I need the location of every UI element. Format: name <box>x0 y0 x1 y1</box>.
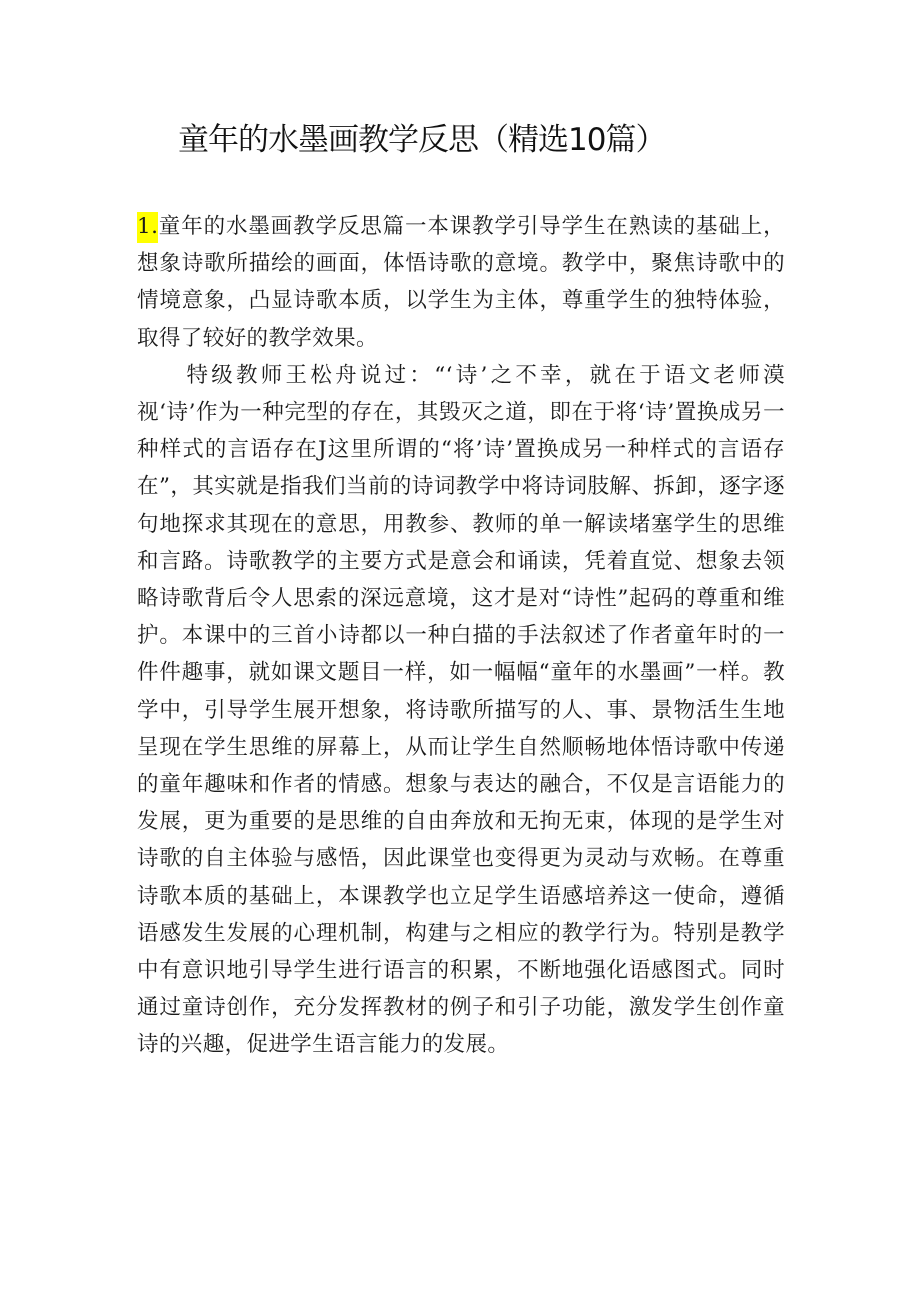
document-title: 童年的水墨画教学反思（精选10篇） <box>178 122 666 158</box>
paragraph-1-text: 童年的水墨画教学反思篇一本课教学引导学生在熟读的基础上，想象诗歌所描绘的画面，体悟诗歌的意境。教学中，聚焦诗歌中的情境意象，凸显诗歌本质，以学生为主体，尊重学生的独特体验，取得了较好的教学效果。 <box>137 214 785 351</box>
section-number-highlight: 1. <box>137 212 158 243</box>
paragraph-1 <box>137 208 785 357</box>
paragraph-2: 特级教师王松舟说过：“‘诗’之不幸，就在于语文老师漠视‘诗’作为一种完型的存在，其毁灭之道，即在于将‘诗’置换成另一种样式的言语存在J这里所谓的“将’诗’置换成另一种样式的言语存在”，其实就是指我们当前的诗词教学中将诗词肢解、拆卸，逐字逐句地探求其现在的意思，用教参、教师的单一解读堵塞学生的思维和言路。诗歌教学的主要方式是意会和诵读，凭着直觉、想象去领略诗歌背后令人思索的深远意境，这才是对“诗性”起码的尊重和维护。本课中的三首小诗都以一种白描的手法叙述了作者童年时的一件件趣事，就如课文题目一样，如一幅幅“童年的水墨画”一样。教学中，引导学生展开想象，将诗歌所描写的人、事、景物活生生地呈现在学生思维的屏幕上，从而让学生自然顺畅地体悟诗歌中传递的童年趣味和作者的情感。想象与表达的融合，不仅是言语能力的发展，更为重要的是思维的自由奔放和无拘无束，体现的是学生对诗歌的自主体验与感悟，因此课堂也变得更为灵动与欢畅。在尊重诗歌本质的基础上，本课教学也立足学生语感培养这一使命，遵循语感发生发展的心理机制，构建与之相应的教学行为。特别是教学中有意识地引导学生进行语言的积累，不断地强化语感图式。同时通过童诗创作，充分发挥教材的例子和引子功能，激发学生创作童诗的兴趣，促进学生语言能力的发展。 <box>137 362 785 1058</box>
document-body <box>137 208 785 1064</box>
